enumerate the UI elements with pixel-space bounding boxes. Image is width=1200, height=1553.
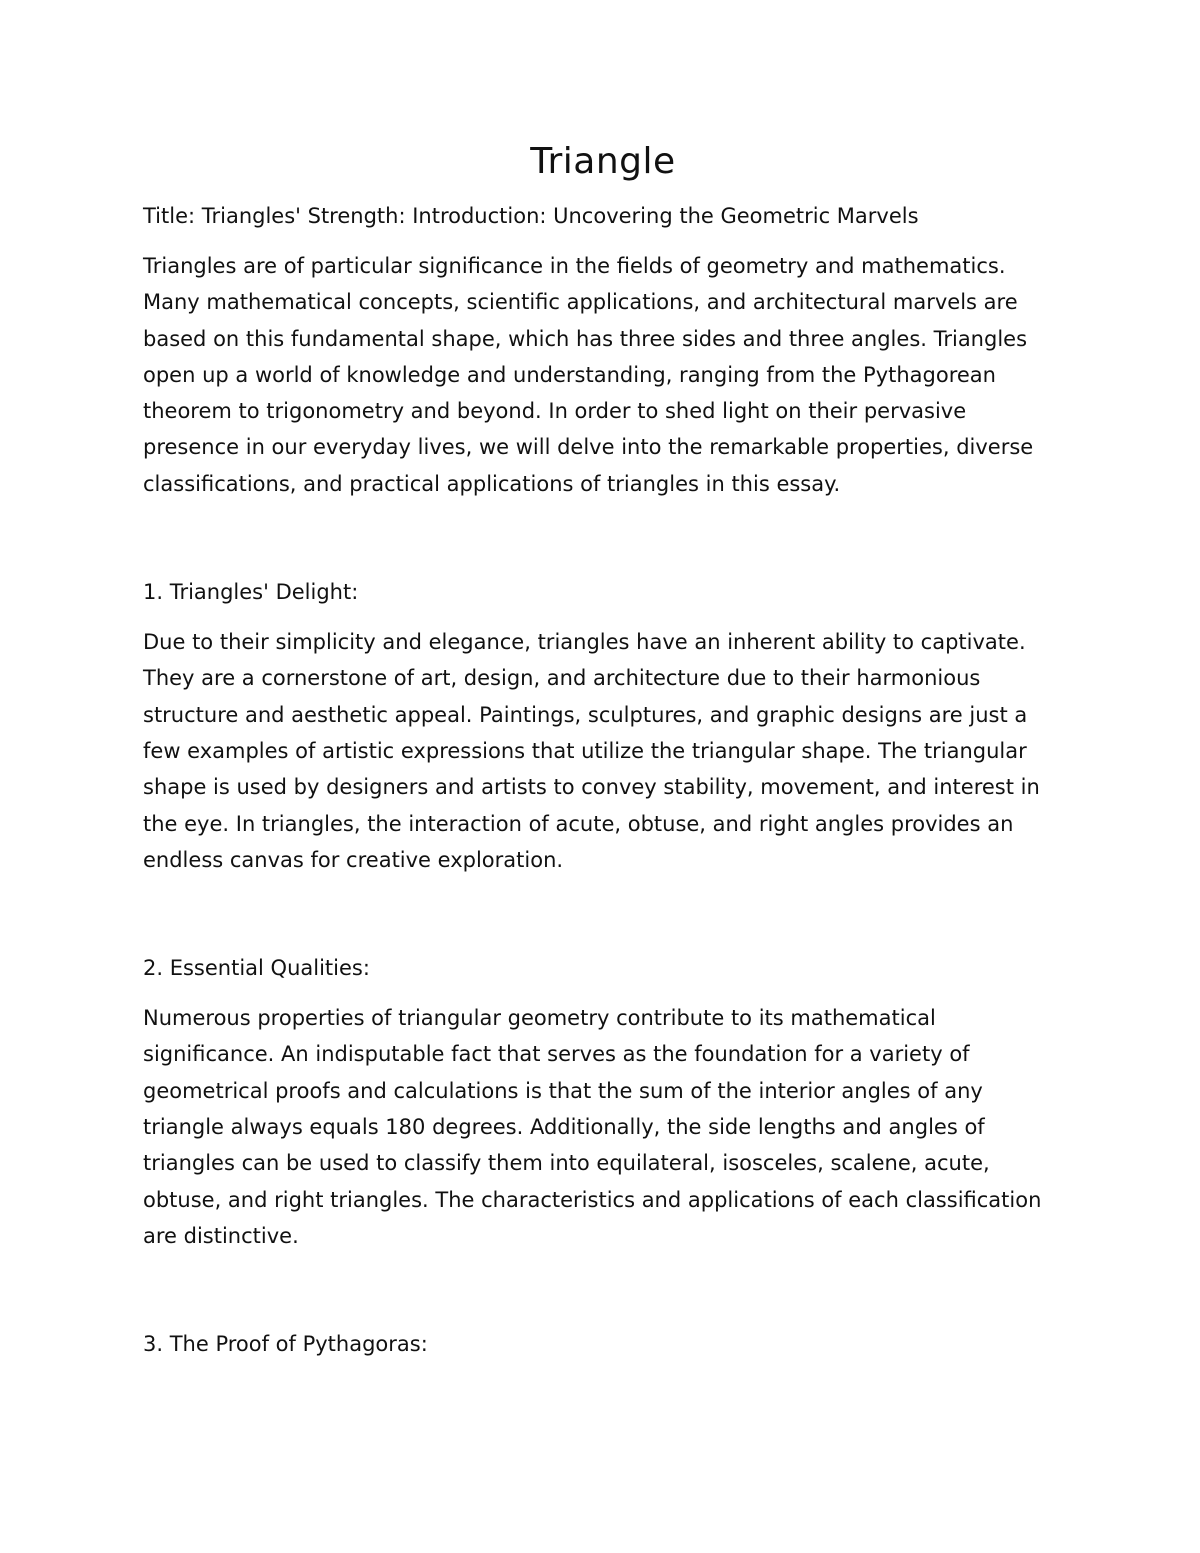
section-gap bbox=[143, 1254, 1063, 1326]
document-body bbox=[143, 140, 1063, 1376]
intro-paragraph: Triangles are of particular significance in the fields of geometry and mathematics. Many mathematical concepts, scientific applications, and architectural marvels are based on this fundamental shape, which has three sides and three angles. Triangles open up a world of knowledge and understanding, ranging from the Pythagorean theorem to trigonometry and beyond. In order to shed light on their pervasive presence in our everyday lives, we will delve into the remarkable properties, diverse classifications, and practical applications of triangles in this essay. bbox=[143, 254, 1034, 496]
section-heading-3: 3. The Proof of Pythagoras: bbox=[143, 1332, 428, 1357]
section-heading-1: 1. Triangles' Delight: bbox=[143, 580, 359, 605]
document-title: Triangle bbox=[530, 141, 676, 182]
section-body-2: Numerous properties of triangular geometry contribute to its mathematical significance. An indisputable fact that serves as the foundation for a variety of geometrical proofs and calculations is that the sum of the interior angles of any triangle always equals 180 degrees. Additionally, the side lengths and angles of triangles can be used to classify them into equilateral, isosceles, scalene, acute, obtuse, and right triangles. The characteristics and applications of each classification are distinctive. bbox=[143, 1006, 1042, 1248]
section-gap bbox=[143, 502, 1063, 574]
section-heading-2: 2. Essential Qualities: bbox=[143, 956, 370, 981]
section-body-1: Due to their simplicity and elegance, triangles have an inherent ability to captivate. They are a cornerstone of art, design, and architecture due to their harmonious structure and aesthetic appeal. Paintings, sculptures, and graphic designs are just a few examples of artistic expressions that utilize the triangular shape. The triangular shape is used by designers and artists to convey stability, movement, and interest in the eye. In triangles, the interaction of acute, obtuse, and right angles provides an endless canvas for creative exploration. bbox=[143, 630, 1040, 872]
section-gap bbox=[143, 878, 1063, 950]
document-subtitle: Title: Triangles' Strength: Introduction: Uncovering the Geometric Marvels bbox=[143, 204, 919, 228]
